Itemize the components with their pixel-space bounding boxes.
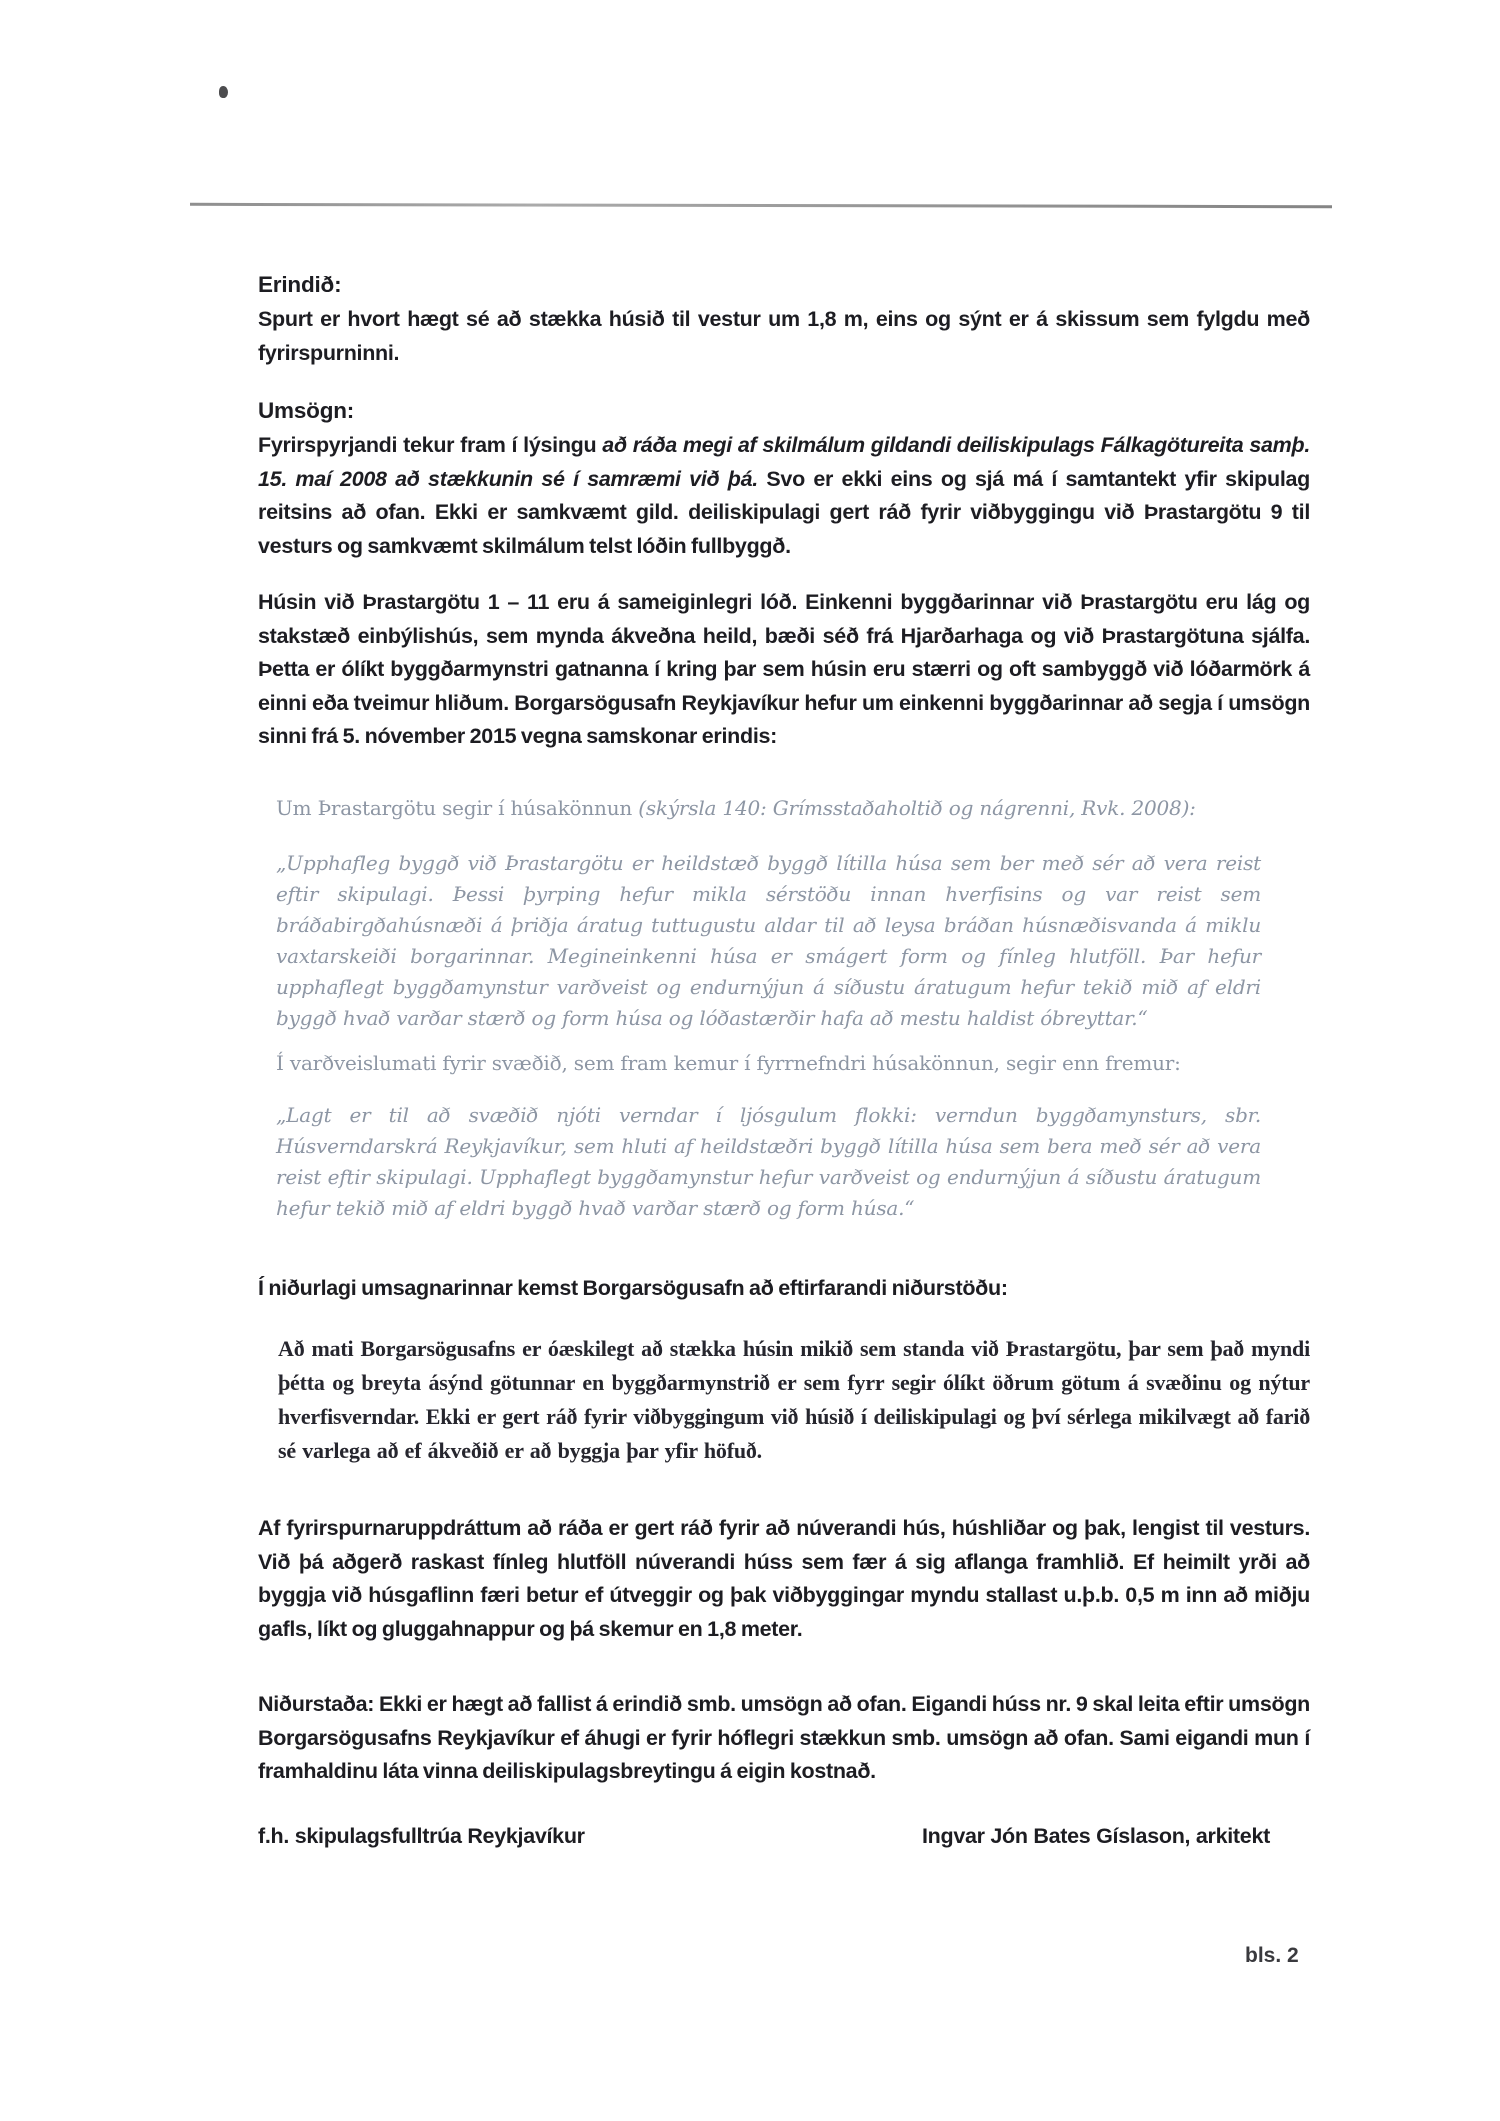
quote-intro-report-reference: (skýrsla 140: Grímsstaðaholtið og nágrenni, Rvk. 2008):: [638, 796, 1196, 820]
section-umsogn: [258, 398, 1310, 563]
conclusion-intro-line: Í niðurlagi umsagnarinnar kemst Borgarsögusafn að eftirfarandi niðurstöðu:: [258, 1276, 1008, 1300]
header-horizontal-rule: [190, 203, 1332, 208]
assessment-paragraph: Af fyrirspurnaruppdráttum að ráða er gert ráð fyrir að núverandi hús, húshliðar og þak, lengist til vesturs. Við þá aðgerð raskast fínleg hlutföll núverandi húss sem fær á sig aflanga framhlið. Ef heimilt yrði að byggja við húsgaflinn færi betur ef útveggir og þak viðbyggingar myndu stallast u.þ.b. 0,5 m inn að miðju gafls, líkt og gluggahnappur og þá skemur en 1,8 meter.: [258, 1516, 1310, 1641]
nidurstada-label: Niðurstaða:: [258, 1692, 375, 1716]
umsogn-paragraph-1: [258, 429, 1310, 563]
museum-conclusion-paragraph: Að mati Borgarsögusafns er óæskilegt að stækka húsin mikið sem standa við Þrastargötu, þar sem það myndi þétta og breyta ásýnd götunnar en byggðarmynstrið er sem fyrr segir ólíkt öðrum götum á svæðinu og nýtur hverfisverndar. Ekki er gert ráð fyrir viðbyggingum við húsið í deiliskipulagi og því sérlega mikilvægt að farið sé varlega að ef ákveðið er að byggja þar yfir höfuð.: [278, 1336, 1310, 1463]
umsogn-p1-end: Svo er ekki eins og sjá má í samtantekt yfir skipulag reitsins að ofan. Ekki er samkvæmt gild. deiliskipulagi gert ráð fyrir viðbyggingu við Þrastargötu 9 til vesturs og samkvæmt skilmálum telst lóðin fullbyggð.: [258, 466, 1310, 558]
scan-artifact-speck: [219, 86, 228, 98]
section-erindid: [258, 272, 1310, 370]
umsogn-paragraph-2: Húsin við Þrastargötu 1 – 11 eru á sameiginlegri lóð. Einkenni byggðarinnar við Þrastargötu eru lág og stakstæð einbýlishús, sem mynda ákveðna heild, bæði séð frá Hjarðarhaga og við Þrastargötuna sjálfa. Þetta er ólíkt byggðarmynstri gatnanna í kring þar sem húsin eru stærri og oft sambyggð við lóðarmörk á einni eða tveimur hliðum. Borgarsögusafn Reykjavíkur hefur um einkenni byggðarinnar að segja í umsögn sinni frá 5. nóvember 2015 vegna samskonar erindis:: [258, 590, 1310, 748]
museum-quote-bridge: Í varðveislumati fyrir svæðið, sem fram kemur í fyrrnefndri húsakönnun, segir enn fremur:: [276, 1051, 1181, 1075]
erindid-body: Spurt er hvort hægt sé að stækka húsið til vestur um 1,8 m, eins og sýnt er á skissum sem fylgdu með fyrirspurninni.: [258, 307, 1310, 365]
erindid-heading: Erindið:: [258, 272, 342, 297]
signature-right-name: Ingvar Jón Bates Gíslason, arkitekt: [922, 1824, 1270, 1848]
page-number: bls. 2: [1245, 1944, 1299, 1967]
umsogn-heading: Umsögn:: [258, 398, 355, 423]
museum-quote-1: „Upphafleg byggð við Þrastargötu er heildstæð byggð lítilla húsa sem ber með sér að vera reist eftir skipulagi. Þessi þyrping hefur mikla sérstöðu innan hverfisins og var reist sem bráðabirgðahúsnæði á þriðja áratug tuttugustu aldar til að leysa bráðan húsnæðisvanda á miklu vaxtarskeiði borgarinnar. Megineinkenni húsa er smágert form og fínleg hlutföll. Þar hefur upphaflegt byggðamynstur varðveist og endurnýjun á síðustu áratugum hefur tekið mið af eldri byggð hvað varðar stærð og form húsa og lóðastærðir hafa að mestu haldist óbreyttar.“: [276, 851, 1261, 1030]
museum-quote-intro: [276, 793, 1261, 824]
museum-quote-2: „Lagt er til að svæðið njóti verndar í ljósgulum flokki: verndun byggðamynsturs, sbr. Húsverndarskrá Reykjavíkur, sem hluti af heildstæðri byggð lítilla húsa sem bera með sér að vera reist eftir skipulagi. Upphaflegt byggðamynstur hefur varðveist og endurnýjun á síðustu áratugum hefur tekið mið af eldri byggð hvað varðar stærð og form húsa.“: [276, 1103, 1261, 1220]
umsogn-p1-italic-citation: að ráða megi af skilmálum gildandi deiliskipulags Fálkagötureita samþ. 15. maí 2008 að stækkunin sé í samræmi við þá.: [258, 433, 1311, 491]
quote-intro-start: Um Þrastargötu segir í húsakönnun: [276, 796, 639, 820]
umsogn-p1-start: Fyrirspyrjandi tekur fram í lýsingu: [258, 433, 603, 457]
nidurstada-body: Ekki er hægt að fallist á erindið smb. umsögn að ofan. Eigandi húss nr. 9 skal leita eftir umsögn Borgarsögusafns Reykjavíkur ef áhugi er fyrir hóflegri stækkun smb. umsögn að ofan. Sami eigandi mun í framhaldinu láta vinna deiliskipulagsbreytingu á eigin kostnað.: [258, 1692, 1310, 1783]
nidurstada-paragraph: [258, 1688, 1310, 1789]
signature-left-office: f.h. skipulagsfulltrúa Reykjavíkur: [258, 1824, 585, 1848]
